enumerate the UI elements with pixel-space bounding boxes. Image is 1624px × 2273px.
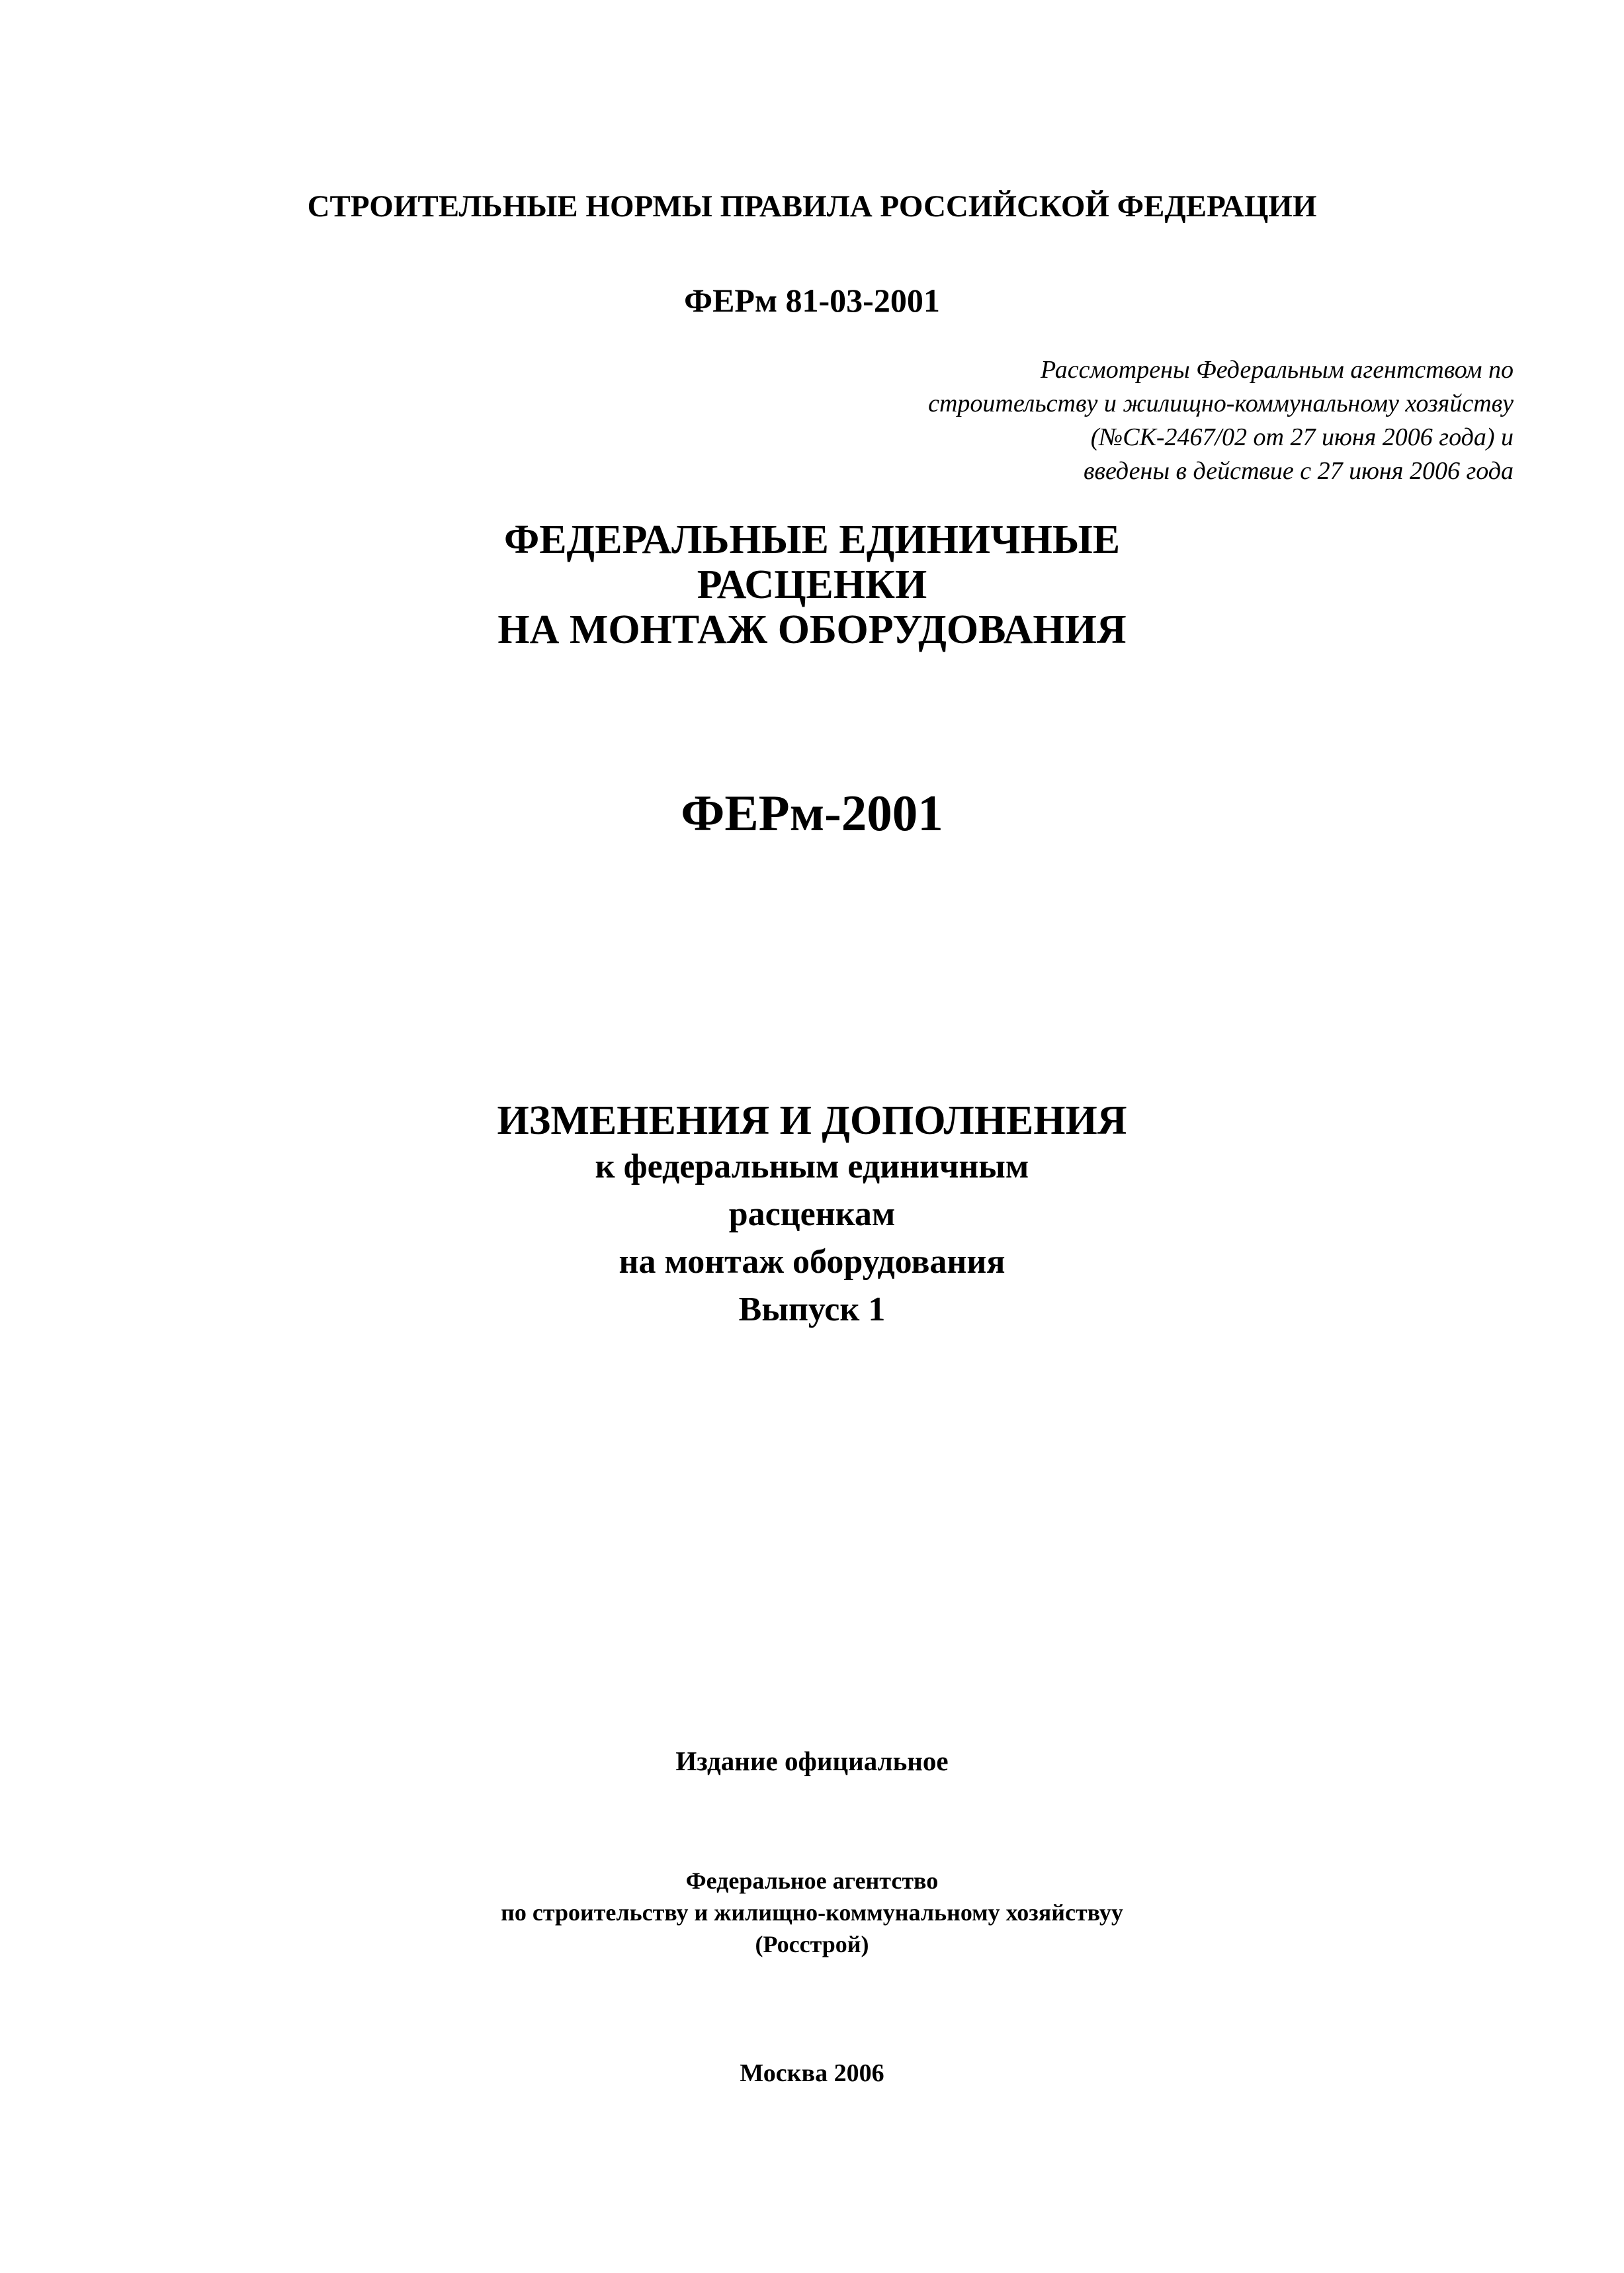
changes-block	[0, 1098, 1624, 1334]
changes-heading: ИЗМЕНЕНИЯ И ДОПОЛНЕНИЯ	[497, 1098, 1127, 1143]
changes-line: к федеральным единичным	[595, 1148, 1029, 1185]
edition-label: Издание официальное	[675, 1746, 949, 1776]
changes-line: расценкам	[728, 1195, 896, 1233]
publisher-line: Федеральное агентство	[685, 1867, 939, 1894]
main-title-line: ФЕДЕРАЛЬНЫЕ ЕДИНИЧНЫЕ	[503, 517, 1121, 562]
approval-line: строительству и жилищно-коммунальному хозяйству	[928, 390, 1514, 417]
publisher-line: по строительству и жилищно-коммунальному хозяйствуу	[501, 1899, 1123, 1926]
approval-line: Рассмотрены Федеральным агентством по	[1041, 356, 1514, 384]
publisher-block	[0, 1865, 1624, 1960]
city-year: Москва 2006	[740, 2059, 884, 2087]
document-code: ФЕРм 81-03-2001	[684, 282, 940, 319]
main-title-line: НА МОНТАЖ ОБОРУДОВАНИЯ	[497, 607, 1127, 652]
changes-line: на монтаж оборудования	[619, 1243, 1005, 1281]
short-code: ФЕРм-2001	[681, 785, 943, 841]
approval-note	[753, 353, 1514, 488]
main-title-line: РАСЦЕНКИ	[697, 562, 927, 607]
publisher-line: (Росстрой)	[755, 1931, 869, 1957]
issue-number: Выпуск 1	[738, 1291, 886, 1328]
standards-title: СТРОИТЕЛЬНЫЕ НОРМЫ ПРАВИЛА РОССИЙСКОЙ ФЕДЕРАЦИИ	[307, 189, 1317, 224]
approval-line: введены в действие с 27 июня 2006 года	[1084, 457, 1514, 485]
approval-line: (№СК-2467/02 от 27 июня 2006 года) и	[1090, 423, 1514, 451]
main-title	[0, 517, 1624, 652]
